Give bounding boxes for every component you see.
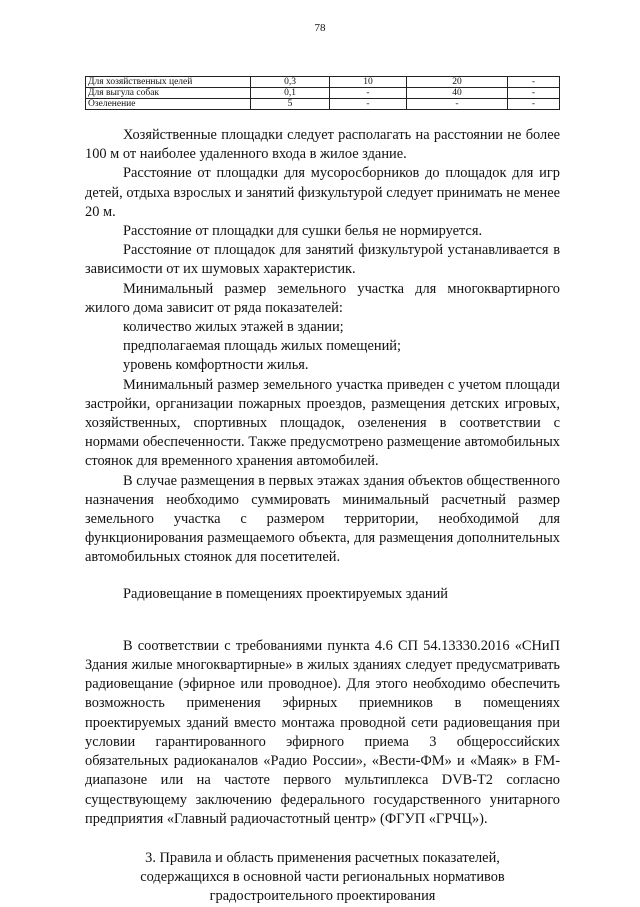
table-cell: - [407,99,508,110]
paragraph: В соответствии с требованиями пункта 4.6 СП 54.13330.2016 «СНиП Здания жилые многоквартирные» в жилых зданиях следует предусматривать радиовещание (эфирное или проводное). Для этого необходимо обеспечить возможность применения эфирных приемников в помещениях проектируемых зданий вместо монтажа проводной сети радиовещания при условии гарантированного эфирного приема 3 общероссийских обязательных радиоканалов «Радио России», «Вести-ФМ» и «Маяк» в FM-диапазоне или на частоте первого мультиплекса DVB-T2 согласно существующему заключению федерального государственного унитарного предприятия «Главный радиочастотный центр» (ФГУП «ГРЧЦ»). [85,637,560,827]
table-cell: - [330,88,407,99]
table-cell: - [508,77,560,88]
paragraph: Расстояние от площадки для мусоросборников до площадок для игр детей, отдыха взрослых и занятий физкультурой следует принимать не менее 20 м. [85,165,560,220]
list-item: количество жилых этажей в здании; [123,319,344,336]
table-row [86,88,560,99]
paragraph: Расстояние от площадки для сушки белья не нормируется. [123,223,483,240]
paragraph: Хозяйственные площадки следует располагать на расстоянии не более 100 м от наиболее удаленного входа в жилое здание. [85,127,560,163]
section-title-line: содержащихся в основной части региональных нормативов [140,869,505,886]
table-cell: 40 [407,88,508,99]
paragraph: Расстояние от площадок для занятий физкультурой устанавливается в зависимости от их шумовых характеристик. [85,242,560,278]
table-row [86,99,560,110]
subheading: Радиовещание в помещениях проектируемых зданий [123,585,449,602]
table-cell: 5 [251,99,330,110]
paragraph: В случае размещения в первых этажах здания объектов общественного назначения необходимо суммировать минимальный расчетный размер земельного участка с размером территории, необходимой для функционирования размещаемого объекта, для размещения дополнительных автомобильных стоянок для посетителей. [85,472,560,566]
section-title [85,849,560,907]
table-cell: - [508,99,560,110]
paragraph: Минимальный размер земельного участка приведен с учетом площади застройки, организации пожарных проездов, размещения детских игровых, хозяйственных, спортивных площадок, озеленения в соответствии с нормами обеспеченности. Также предусмотрено размещение автомобильных стоянок для временного хранения автомобилей. [85,376,560,470]
table-row [86,77,560,88]
section-title-line: градостроительного проектирования [209,888,436,905]
paragraph: Минимальный размер земельного участка для многоквартирного жилого дома зависит от ряда показателей: [85,280,560,316]
table-cell: Для хозяйственных целей [86,77,251,88]
table-cell: 0,3 [251,77,330,88]
body-text [85,126,560,907]
norms-table [85,76,560,110]
table-cell: 20 [407,77,508,88]
table-cell: Для выгула собак [86,88,251,99]
page-number: 78 [314,22,326,34]
section-title-line: 3. Правила и область применения расчетных показателей, [145,849,500,866]
table-cell: 0,1 [251,88,330,99]
table-cell: - [508,88,560,99]
table-cell: 10 [330,77,407,88]
table-cell: Озеленение [86,99,251,110]
list-item: уровень комфортности жилья. [123,357,309,374]
table-cell: - [330,99,407,110]
list-item: предполагаемая площадь жилых помещений; [123,338,401,355]
